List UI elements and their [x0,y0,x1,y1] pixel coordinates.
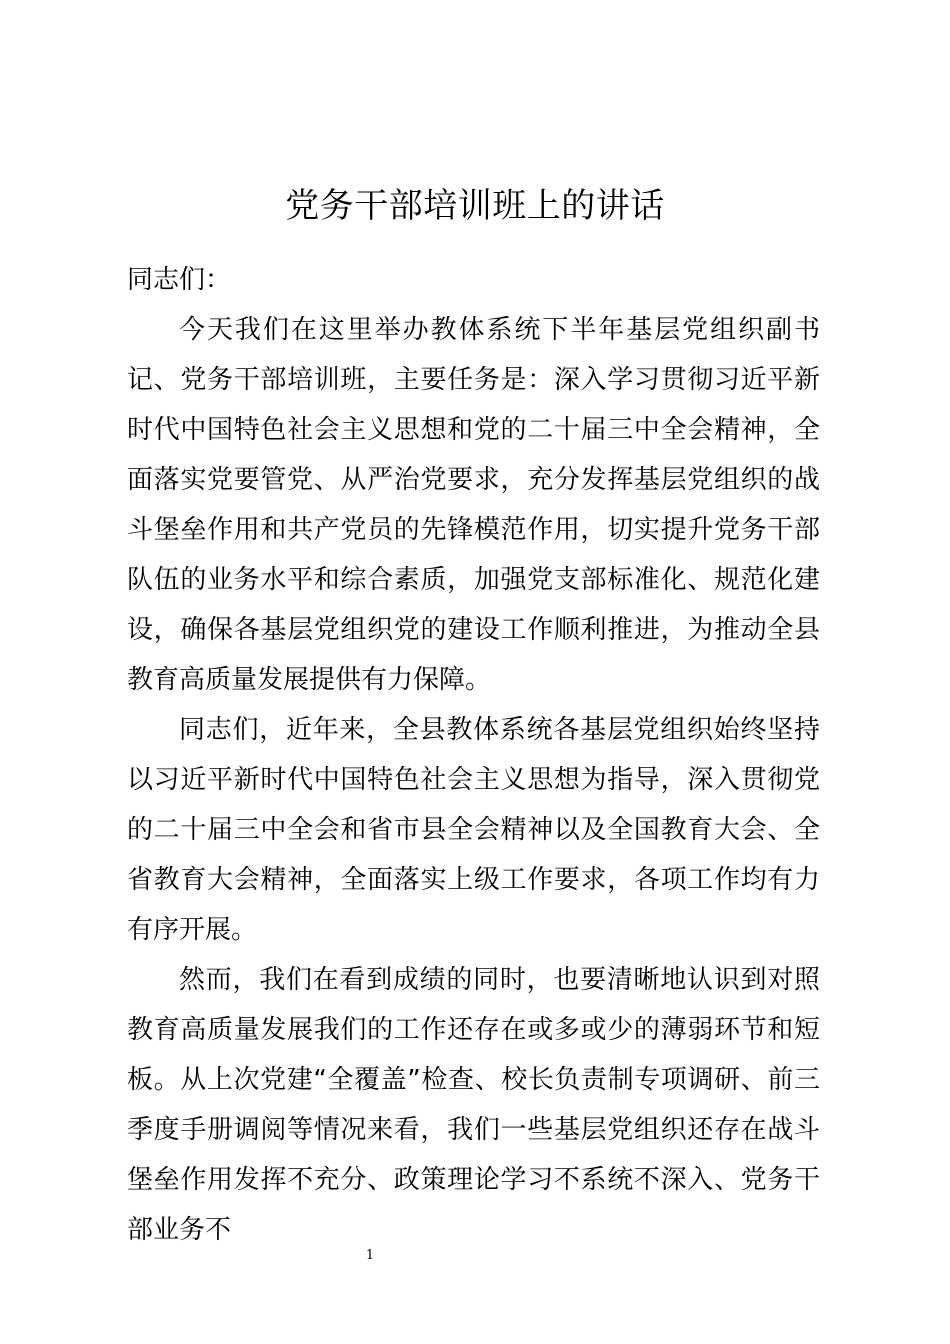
page-number: 1 [365,1248,375,1263]
paragraph-1: 今天我们在这里举办教体系统下半年基层党组织副书记、党务干部培训班，主要任务是：深入学习贯彻习近平新时代中国特色社会主义思想和党的二十届三中全会精神，全面落实党要管党、从严治党要求，充分发挥基层党组织的战斗堡垒作用和共产党员的先锋模范作用，切实提升党务干部队伍的业务水平和综合素质，加强党支部标准化、规范化建设，确保各基层党组织党的建设工作顺利推进，为推动全县教育高质量发展提供有力保障。 [127,315,820,695]
paragraph-2: 同志们，近年来，全县教体系统各基层党组织始终坚持以习近平新时代中国特色社会主义思想为指导，深入贯彻党的二十届三中全会和省市县全会精神以及全国教育大会、全省教育大会精神，全面落实上级工作要求，各项工作均有力有序开展。 [127,715,820,945]
paragraph-3: 然而，我们在看到成绩的同时，也要清晰地认识到对照教育高质量发展我们的工作还存在或多或少的薄弱环节和短板。从上次党建“全覆盖”检查、校长负责制专项调研、前三季度手册调阅等情况来看，我们一些基层党组织还存在战斗堡垒作用发挥不充分、政策理论学习不系统不深入、党务干部业务不 [127,965,820,1245]
salutation: 同志们： [127,265,232,295]
document-body [127,255,820,1255]
document-title: 党务干部培训班上的讲话 [285,186,665,226]
